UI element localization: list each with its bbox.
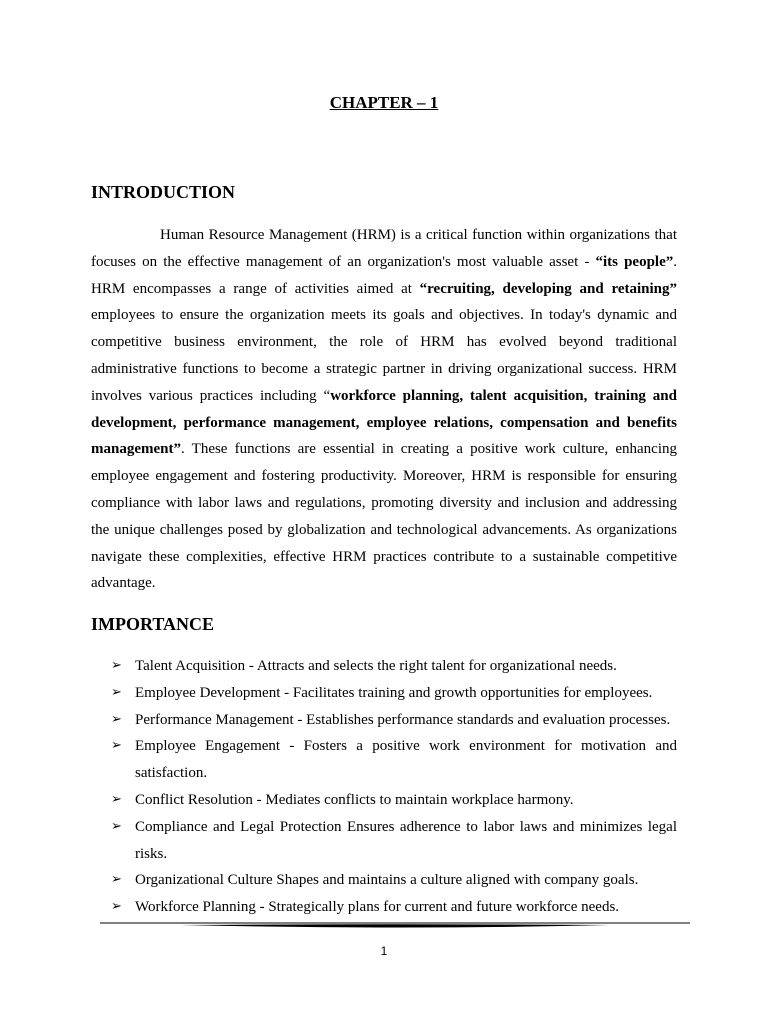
arrow-bullet-icon: ➢ [111, 818, 122, 834]
list-item-text: Performance Management - Establishes performance standards and evaluation processes. [135, 711, 671, 728]
list-item [91, 787, 677, 814]
list-item-text: Organizational Culture Shapes and maintains a culture aligned with company goals. [135, 872, 639, 889]
page-number: 1 [380, 944, 388, 958]
list-item-text: Workforce Planning - Strategically plans for current and future workforce needs. [135, 899, 620, 916]
arrow-bullet-icon: ➢ [111, 872, 122, 888]
list-item [91, 733, 677, 787]
list-item [91, 707, 677, 734]
arrow-bullet-icon: ➢ [111, 738, 122, 754]
intro-text-emphasis: “its people” [595, 253, 674, 270]
list-item [91, 680, 677, 707]
intro-text-emphasis: workforce planning, talent acquisition, training and development, performance management, employee relations, compensation and benefits management” [91, 387, 677, 458]
intro-text-segment: . HRM encompasses a range of activities aimed at [91, 253, 677, 297]
intro-text-segment: Human Resource Management (HRM) is a critical function within organizations that focuses on the effective management of an organization's most valuable asset - [91, 227, 677, 270]
list-item [91, 894, 677, 921]
list-item [91, 814, 677, 868]
intro-text-segment: employees to ensure the organization meets its goals and objectives. In today's dynamic and competitive business environment, the role of HRM has evolved beyond traditional administrative functions to become a strategic partner in driving organizational success. HRM involves various practices including “ [91, 307, 677, 404]
arrow-bullet-icon: ➢ [111, 791, 122, 807]
intro-text-segment: . These functions are essential in creating a positive work culture, enhancing employee engagement and fostering productivity. Moreover, HRM is responsible for ensuring compliance with labor laws and regulations, promoting diversity and inclusion and addressing the unique challenges posed by globalization and technological advancements. As organizations navigate these complexities, effective HRM practices contribute to a sustainable competitive advantage. [91, 441, 677, 592]
arrow-bullet-icon: ➢ [111, 711, 122, 727]
list-item-text: Conflict Resolution - Mediates conflicts to maintain workplace harmony. [135, 791, 574, 808]
list-item-text: Compliance and Legal Protection Ensures adherence to labor laws and minimizes legal risks. [135, 818, 677, 862]
introduction-paragraph [91, 222, 677, 597]
arrow-bullet-icon: ➢ [111, 658, 122, 673]
list-item-text: Talent Acquisition - Attracts and selects the right talent for organizational needs. [135, 658, 617, 674]
introduction-heading: INTRODUCTION [91, 182, 236, 202]
list-item [91, 653, 677, 680]
intro-text-emphasis: “recruiting, developing and retaining” [419, 280, 678, 297]
importance-heading: IMPORTANCE [91, 614, 215, 634]
importance-list [91, 653, 677, 921]
list-item [91, 867, 677, 894]
list-item-text: Employee Engagement - Fosters a positive work environment for motivation and satisfaction. [135, 738, 677, 782]
chapter-title: CHAPTER – 1 [329, 93, 439, 112]
arrow-bullet-icon: ➢ [111, 899, 122, 915]
footer-divider [100, 920, 690, 932]
list-item-text: Employee Development - Facilitates training and growth opportunities for employees. [135, 684, 653, 701]
arrow-bullet-icon: ➢ [111, 684, 122, 700]
